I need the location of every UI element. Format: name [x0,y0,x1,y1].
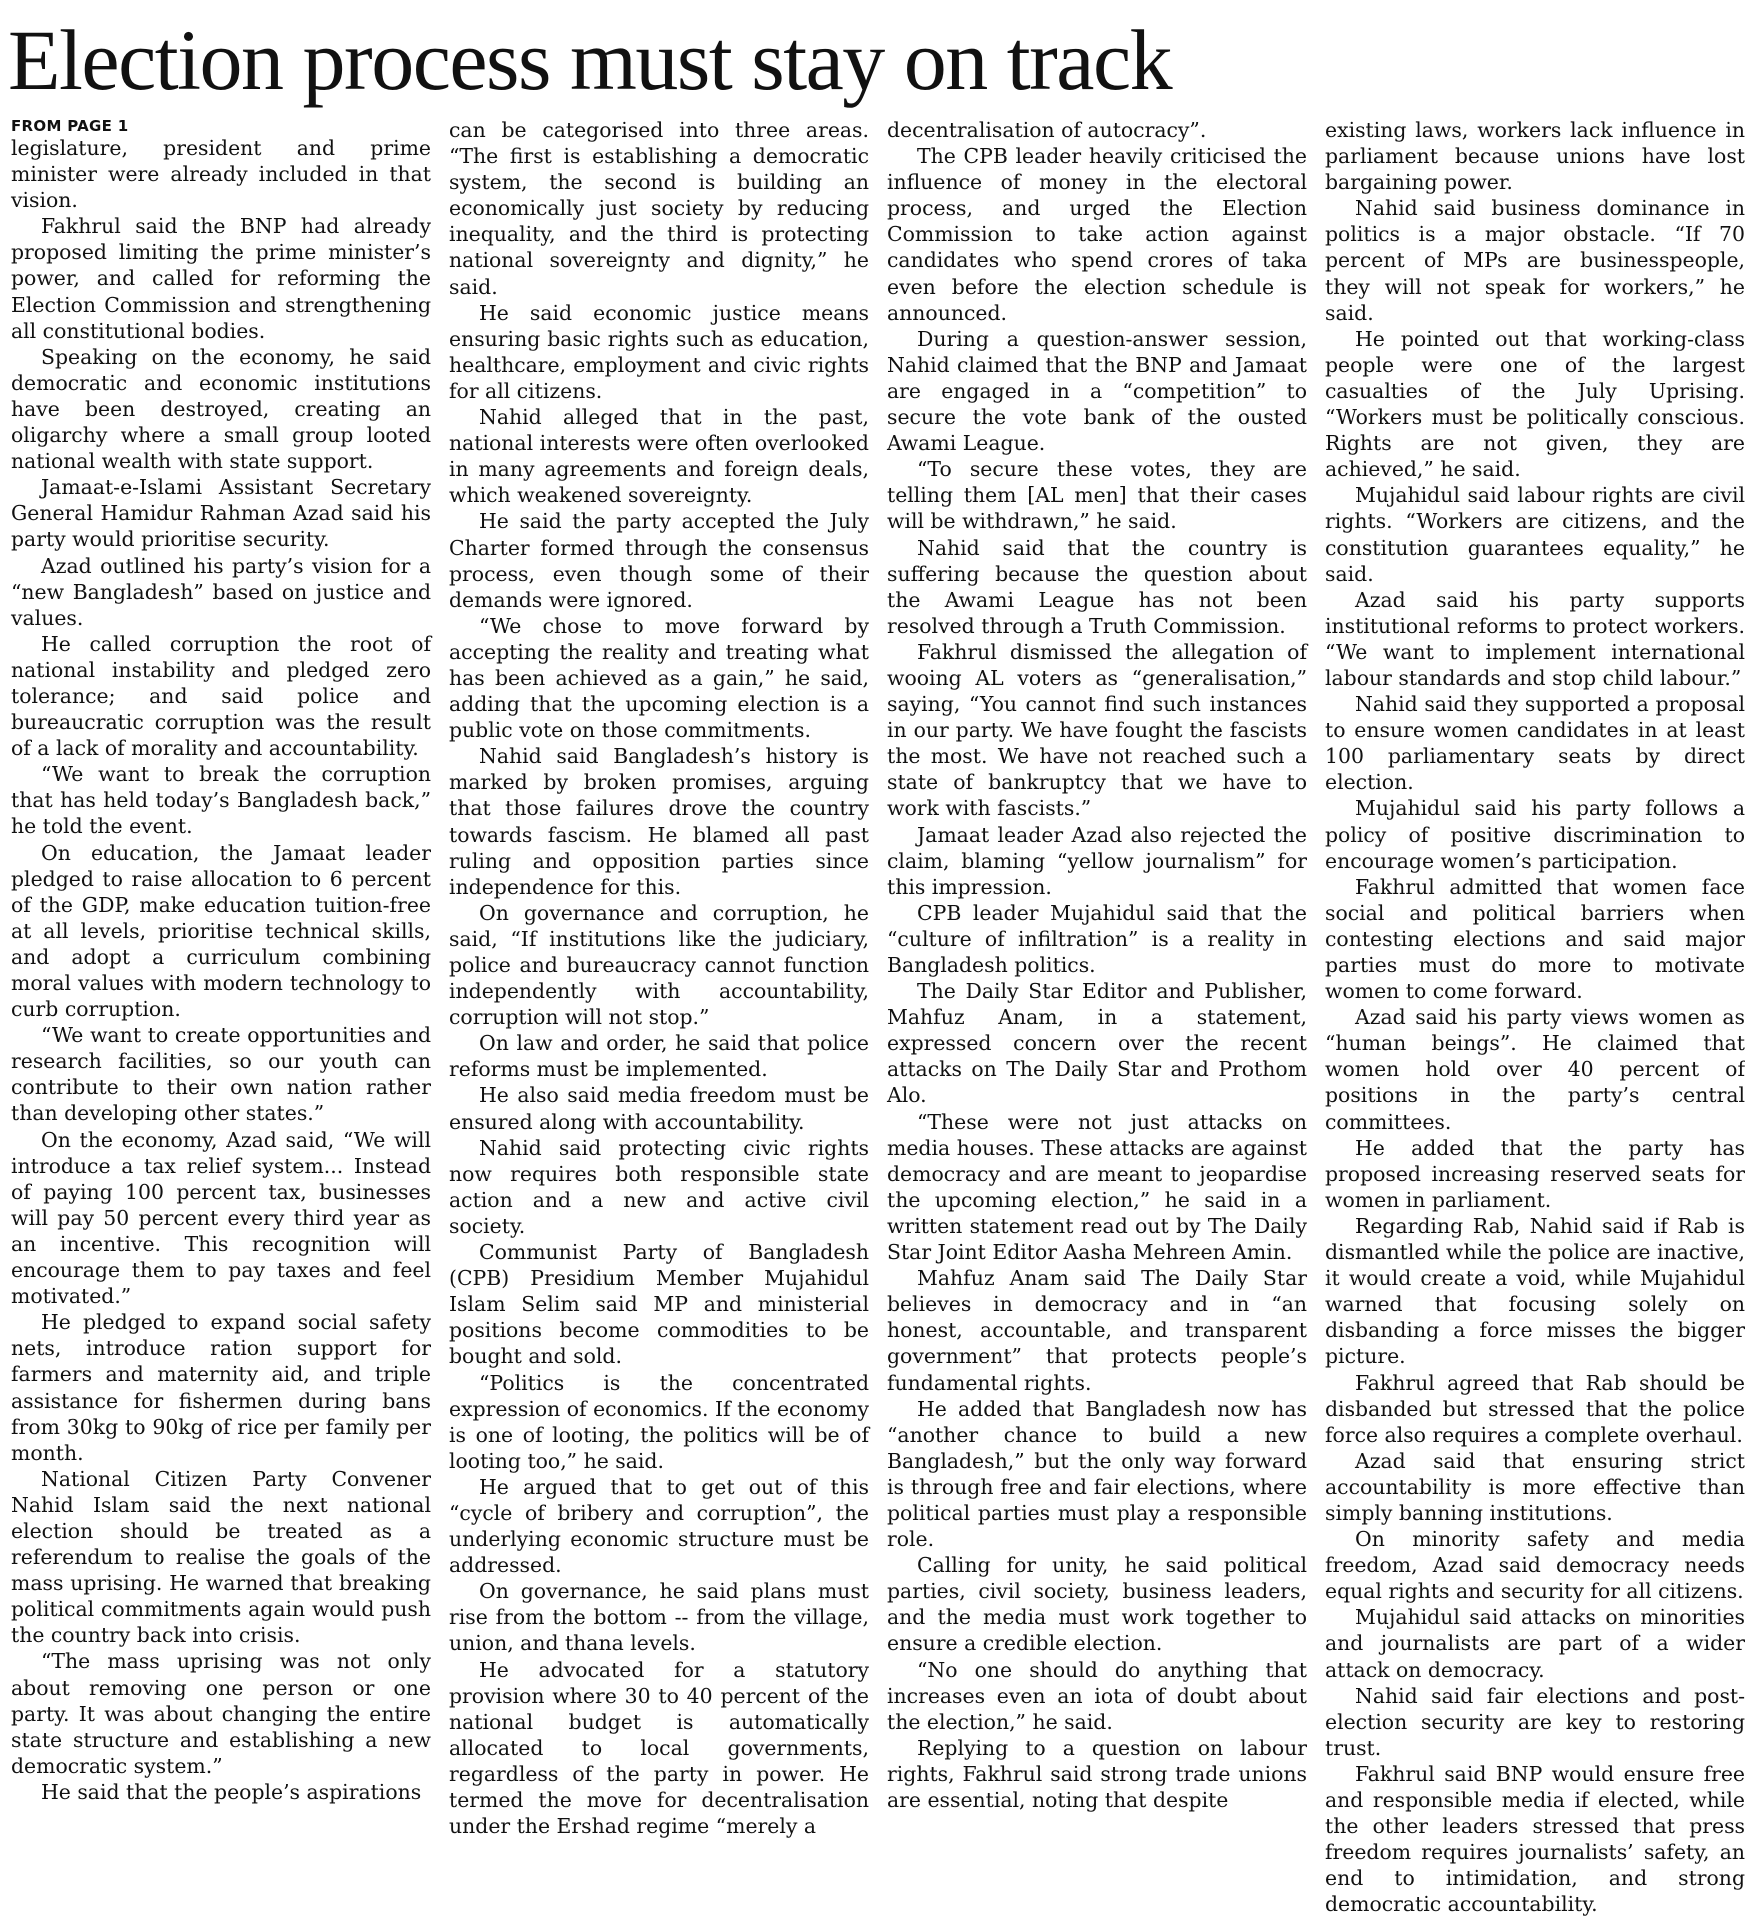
paragraph: Calling for unity, he said political parties, civil society, business leaders, and the media must work together to ensure a credible election. [887,1553,1307,1656]
paragraph: He argued that to get out of this “cycle of bribery and corruption”, the underlying economic structure must be addressed. [449,1474,869,1578]
paragraph: Fakhrul dismissed the allegation of wooing AL voters as “generalisation,” saying, “You cannot find such instances in our party. We have fought the fascists the most. We have not reached such a state of bankruptcy that we have to work with fascists.” [887,639,1307,821]
paragraph: He said the party accepted the July Charter formed through the consensus process, even though some of their demands were ignored. [449,509,869,612]
paragraph: On education, the Jamaat leader pledged to raise allocation to 6 percent of the GDP, make education tuition-free at all levels, prioritise technical skills, and adopt a curriculum combining moral values with modern technology to curb corruption. [11,840,431,1022]
paragraph: existing laws, workers lack influence in parliament because unions have lost bargaining power. [1325,118,1745,195]
paragraph: decentralisation of autocracy”. [887,118,1207,142]
paragraph: Azad outlined his party’s vision for a “new Bangladesh” based on justice and values. [11,553,431,630]
paragraph: “Politics is the concentrated expression of economics. If the economy is one of looting, the politics will be of looting too,” he said. [449,1370,869,1473]
article-column-4 [1325,117,1745,1917]
paragraph: Nahid said fair elections and post-election security are key to restoring trust. [1325,1683,1745,1760]
paragraph: Fakhrul said the BNP had already proposed limiting the prime minister’s power, and called for reforming the Election Commission and strengthening all constitutional bodies. [11,214,431,343]
paragraph: “No one should do anything that increases even an iota of doubt about the election,” he said. [887,1657,1307,1734]
paragraph: Nahid said Bangladesh’s history is marked by broken promises, arguing that those failures drove the country towards fascism. He blamed all past ruling and opposition parties since independence for this. [449,744,869,899]
paragraph: On governance, he said plans must rise from the bottom -- from the village, union, and thana levels. [449,1579,869,1656]
paragraph: Mahfuz Anam said The Daily Star believes in democracy and in “an honest, accountable, and transparent government” that protects people’s fundamental rights. [887,1266,1307,1395]
paragraph: Communist Party of Bangladesh (CPB) Presidium Member Mujahidul Islam Selim said MP and ministerial positions become commodities to be bought and sold. [449,1240,869,1369]
paragraph: He added that Bangladesh now has “another chance to build a new Bangladesh,” but the only way forward is through free and fair elections, where political parties must play a responsible role. [887,1396,1307,1552]
paragraph: Jamaat-e-Islami Assistant Secretary General Hamidur Rahman Azad said his party would prioritise security. [11,475,431,552]
paragraph: Fakhrul admitted that women face social and political barriers when contesting elections and said major parties must do more to motivate women to come forward. [1325,874,1745,1004]
continuation-kicker: FROM PAGE 1 [11,117,129,135]
paragraph: Mujahidul said his party follows a policy of positive discrimination to encourage women’s participation. [1325,796,1745,873]
paragraph: On the economy, Azad said, “We will introduce a tax relief system... Instead of paying 100 percent tax, businesses will pay 50 percent every third year as an incentive. This recognition will encourage them to pay taxes and feel motivated.” [11,1127,431,1309]
article-column-2 [449,117,869,1855]
paragraph: legislature, president and prime minister were already included in that vision. [11,136,431,213]
paragraph: He advocated for a statutory provision where 30 to 40 percent of the national budget is automatically allocated to local governments, regardless of the party in power. He termed the move for decentralisation under the Ershad regime “merely a [449,1657,869,1839]
paragraph: Speaking on the economy, he said democratic and economic institutions have been destroyed, creating an oligarchy where a small group looted national wealth with state support. [11,344,431,474]
paragraph: He said economic justice means ensuring basic rights such as education, healthcare, employment and civic rights for all citizens. [449,300,869,403]
article-column-1 [11,117,431,1855]
paragraph: The CPB leader heavily criticised the influence of money in the electoral process, and urged the Election Commission to take action against candidates who spend crores of taka even before the election schedule is announced. [887,144,1307,325]
paragraph: “We want to create opportunities and research facilities, so our youth can contribute to their own nation rather than developing other states.” [11,1023,431,1126]
paragraph: Nahid said that the country is suffering because the question about the Awami League has not been resolved through a Truth Commission. [887,535,1307,638]
paragraph: He added that the party has proposed increasing reserved seats for women in parliament. [1325,1135,1745,1212]
paragraph: Regarding Rab, Nahid said if Rab is dismantled while the police are inactive, it would create a void, while Mujahidul warned that focusing solely on disbanding a force misses the bigger picture. [1325,1213,1745,1369]
paragraph: On minority safety and media freedom, Azad said democracy needs equal rights and security for all citizens. [1325,1527,1745,1604]
paragraph: The Daily Star Editor and Publisher, Mahfuz Anam, in a statement, expressed concern over the recent attacks on The Daily Star and Prothom Alo. [887,979,1307,1108]
paragraph: Fakhrul agreed that Rab should be disbanded but stressed that the police force also requires a complete overhaul. [1325,1370,1745,1447]
paragraph: Nahid said business dominance in politics is a major obstacle. “If 70 percent of MPs are businesspeople, they will not speak for workers,” he said. [1325,196,1745,325]
article-column-3 [887,117,1307,1855]
paragraph: He also said media freedom must be ensured along with accountability. [449,1083,869,1134]
paragraph: “The mass uprising was not only about removing one person or one party. It was about changing the entire state structure and establishing a new democratic system.” [11,1649,431,1778]
paragraph: He pledged to expand social safety nets, introduce ration support for farmers and maternity aid, and triple assistance for fishermen during bans from 30kg to 90kg of rice per family per month. [11,1310,431,1465]
paragraph: “To secure these votes, they are telling them [AL men] that their cases will be withdrawn,” he said. [887,457,1307,534]
paragraph: Mujahidul said labour rights are civil rights. “Workers are citizens, and the constitution guarantees equality,” he said. [1325,483,1745,586]
paragraph: National Citizen Party Convener Nahid Islam said the next national election should be treated as a referendum to realise the goals of the mass uprising. He warned that breaking political commitments again would push the country back into crisis. [11,1466,431,1648]
paragraph: Azad said his party views women as “human beings”. He claimed that women hold over 40 percent of positions in the party’s central committees. [1325,1005,1745,1134]
paragraph: Fakhrul said BNP would ensure free and responsible media if elected, while the other leaders stressed that press freedom requires journalists’ safety, an end to intimidation, and strong democratic accountability. [1325,1761,1745,1917]
paragraph: Nahid said protecting civic rights now requires both responsible state action and a new and active civil society. [449,1135,869,1238]
paragraph: Nahid alleged that in the past, national interests were often overlooked in many agreements and foreign deals, which weakened sovereignty. [449,405,869,508]
paragraph: “We want to break the corruption that has held today’s Bangladesh back,” he told the event. [11,762,431,839]
paragraph: He pointed out that working-class people were one of the largest casualties of the July Uprising. “Workers must be politically conscious. Rights are not given, they are achieved,” he said. [1325,326,1745,482]
paragraph: On governance and corruption, he said, “If institutions like the judiciary, police and bureaucracy cannot function independently with accountability, corruption will not stop.” [449,900,869,1030]
paragraph: Replying to a question on labour rights, Fakhrul said strong trade unions are essential, noting that despite [887,1735,1307,1812]
paragraph: During a question-answer session, Nahid claimed that the BNP and Jamaat are engaged in a “competition” to secure the vote bank of the ousted Awami League. [887,326,1307,456]
paragraph: “These were not just attacks on media houses. These attacks are against democracy and are meant to jeopardise the upcoming election,” he said in a written statement read out by The Daily Star Joint Editor Aasha Mehreen Amin. [887,1109,1307,1265]
paragraph: Azad said his party supports institutional reforms to protect workers. “We want to implement international labour standards and stop child labour.” [1325,587,1745,690]
paragraph: Jamaat leader Azad also rejected the claim, blaming “yellow journalism” for this impression. [887,822,1307,899]
paragraph: CPB leader Mujahidul said that the “culture of infiltration” is a reality in Bangladesh politics. [887,900,1307,977]
paragraph: Nahid said they supported a proposal to ensure women candidates in at least 100 parliamentary seats by direct election. [1325,692,1745,795]
paragraph: On law and order, he said that police reforms must be implemented. [449,1031,869,1082]
paragraph: He said that the people’s aspirations [41,1779,422,1804]
paragraph: Azad said that ensuring strict accountability is more effective than simply banning institutions. [1325,1448,1745,1525]
paragraph: “We chose to move forward by accepting the reality and treating what has been achieved as a gain,” he said, adding that the upcoming election is a public vote on those commitments. [449,613,869,743]
paragraph: He called corruption the root of national instability and pledged zero tolerance; and said police and bureaucratic corruption was the result of a lack of morality and accountability. [11,631,431,761]
paragraph: Mujahidul said attacks on minorities and journalists are part of a wider attack on democracy. [1325,1605,1745,1682]
headline: Election process must stay on track [8,12,1172,108]
paragraph: can be categorised into three areas. “The first is establishing a democratic system, the second is building an economically just society by reducing inequality, and the third is protecting national sovereignty and dignity,” he said. [449,118,869,299]
